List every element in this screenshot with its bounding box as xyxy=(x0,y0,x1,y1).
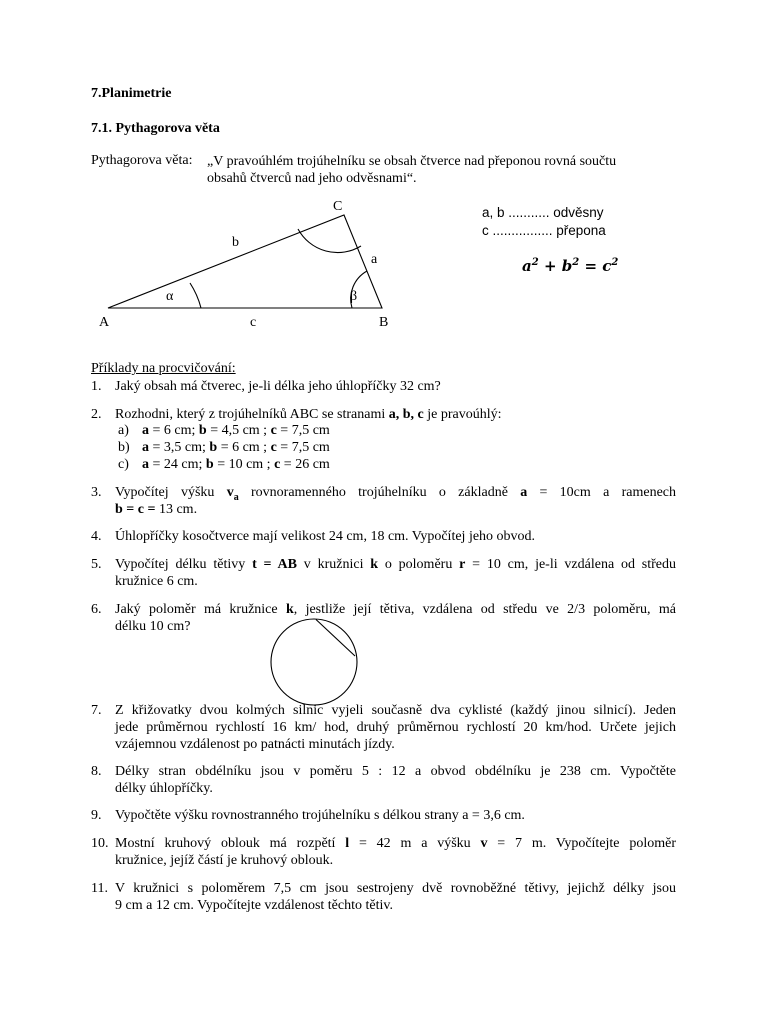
side-label-a: a xyxy=(371,252,378,267)
theorem-label: Pythagorova věta: xyxy=(91,153,193,168)
angle-alpha-arc xyxy=(190,283,201,308)
exercises-title: Příklady na procvičování: xyxy=(91,361,236,376)
exercise-number: 5. xyxy=(91,557,102,572)
side-label-b: b xyxy=(232,235,239,250)
exercise-number: 7. xyxy=(91,703,102,718)
exercise-text: Úhlopříčky kosočtverce mají velikost 24 cm, 18 cm. Vypočítej jeho obvod. xyxy=(115,529,536,544)
exercise-number: 1. xyxy=(91,379,102,394)
circle-shape xyxy=(271,619,357,705)
exercise-number: 9. xyxy=(91,808,102,823)
exercise-text: Vypočítej délku tětivy t = AB v kružnici k o poloměru r = 10 cm, je-li vzdálena od středu xyxy=(115,557,676,572)
legend-hypotenuse: c ................ přepona xyxy=(482,223,606,238)
exercise-number: 11. xyxy=(91,881,108,896)
page-heading: 7.Planimetrie xyxy=(91,86,172,101)
vertex-label-c: C xyxy=(333,199,343,214)
theorem-text-line2: obsahů čtverců nad jeho odvěsnami“. xyxy=(207,171,417,186)
exercise-text: Vypočtěte výšku rovnostranného trojúhelníku s délkou strany a = 3,6 cm. xyxy=(115,808,525,823)
exercise-text: Jaký obsah má čtverec, je-li délka jeho úhlopříčky 32 cm? xyxy=(115,379,441,394)
pythagoras-formula: $a^2 + b^2 = c^2$ xyxy=(522,257,619,275)
exercise-number: 4. xyxy=(91,529,102,544)
theorem-text-line1: „V pravoúhlém trojúhelníku se obsah čtverce nad přeponou rovná součtu xyxy=(207,154,617,169)
right-triangle-figure xyxy=(95,196,405,336)
vertex-label-b: B xyxy=(379,315,389,330)
triangle-shape xyxy=(108,215,382,308)
side-label-c: c xyxy=(250,315,257,330)
exercise-text: Mostní kruhový oblouk má rozpětí l = 42 m a výšku v = 7 m. Vypočítejte poloměr xyxy=(115,836,676,851)
exercise-text: Rozhodni, který z trojúhelníků ABC se stranami a, b, c je pravoúhlý: xyxy=(115,407,502,422)
angle-label-beta: β xyxy=(350,289,358,304)
vertex-label-a: A xyxy=(99,315,110,330)
exercise-number: 8. xyxy=(91,764,102,779)
angle-label-alpha: α xyxy=(166,289,174,304)
exercise-number: 2. xyxy=(91,407,102,422)
circle-chord-figure xyxy=(268,616,360,708)
exercise-text: Vypočítej výšku $v_a$ rovnoramenného trojúhelníku o základně a = 10cm a ramenech xyxy=(115,485,676,501)
exercise-number: 6. xyxy=(91,602,102,617)
legend-legs: a, b ........... odvěsny xyxy=(482,205,604,220)
exercise-number: 3. xyxy=(91,485,102,500)
exercise-number: 10. xyxy=(91,836,109,851)
section-heading: 7.1. Pythagorova věta xyxy=(91,121,220,136)
exercise-text: Jaký poloměr má kružnice k, jestliže její tětiva, vzdálena od středu ve 2/3 poloměru, má xyxy=(115,602,676,617)
